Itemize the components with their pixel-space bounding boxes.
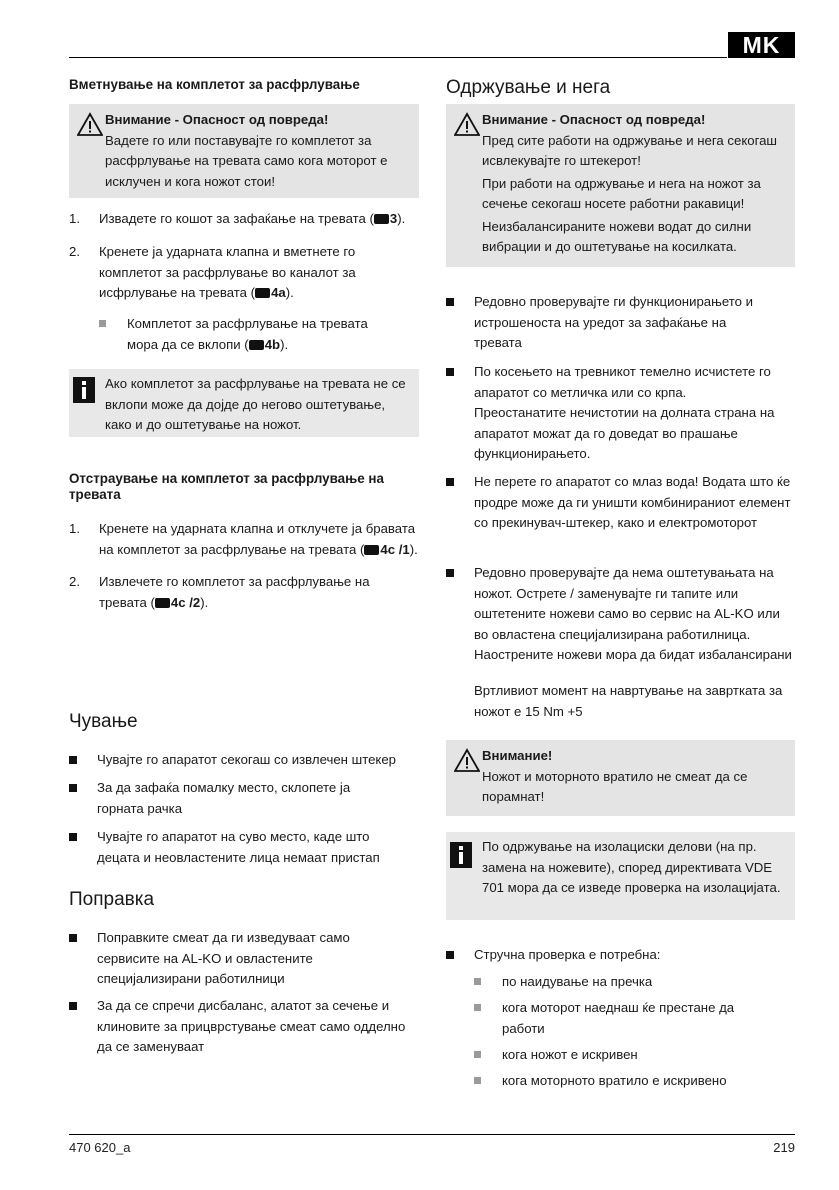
sub-item xyxy=(474,1071,774,1092)
warning-title: Внимание! xyxy=(482,748,553,763)
step-text-end: ). xyxy=(200,594,209,610)
section-title-insert: Вметнување на комплетот за расфрлување xyxy=(69,77,360,92)
list-text: Редовно проверувајте ги функционирањето и истрошеноста на уредот за зафаќање на тревата xyxy=(474,294,753,350)
warning-title: Внимание - Опасност од повреда! xyxy=(482,112,706,127)
list-text: Чувајте го апаратот на суво место, каде што децата и неовластените лица немаат пристап xyxy=(97,829,380,865)
list-text: Редовно проверувајте да нема оштетувањата на ножот. Острете / заменувајте ги тапите или оштетените ножеви само во сервис на AL-KO или во овластена специјализирана работилница. Наострените ножеви мора да бидат избалансирани xyxy=(474,565,792,662)
info-text: Ако комплетот за расфрлување на тревата не се вклопи може да дојде до негово оштетување, како и до оштетување на ножот. xyxy=(105,376,406,432)
info-box xyxy=(446,832,795,920)
step-text-end: ). xyxy=(285,285,294,300)
camera-icon xyxy=(255,288,270,298)
bullet-icon xyxy=(474,1077,481,1084)
list-item xyxy=(446,472,795,534)
step-text-end: ). xyxy=(409,541,418,557)
sub-text: кога моторот наеднаш ќе престане да работи xyxy=(502,1000,735,1036)
step-text-end: ). xyxy=(397,211,406,226)
sub-item xyxy=(474,1045,774,1066)
bullet-icon xyxy=(474,1004,481,1011)
warning-box xyxy=(446,104,795,267)
list-text: За да се спречи дисбаланс, алатот за сечење и клиновите за прицврстување смеат само одделно да се заменуваат xyxy=(97,998,406,1054)
page-number: 219 xyxy=(773,1140,795,1155)
sub-item xyxy=(99,314,399,355)
list-text: За да зафаќа помалку место, склопете ја горната рачка xyxy=(97,780,351,816)
list-item xyxy=(69,996,409,1058)
section-title-remove: Отстраување на комплетот за расфрлување на тревата xyxy=(69,471,384,502)
list-item xyxy=(69,750,414,771)
warning-text: Ножот и моторното вратило не смеат да се порамнат! xyxy=(482,768,748,804)
step-number: 1. xyxy=(69,521,80,536)
bullet-icon xyxy=(446,478,454,486)
list-item xyxy=(69,778,389,819)
sub-text: по наидување на пречка xyxy=(502,974,653,989)
warning-title: Внимание - Опасност од повреда! xyxy=(105,112,329,127)
list-item xyxy=(446,563,795,666)
sub-text: Комплетот за расфрлување на тревата мора да се вклопи ( xyxy=(127,316,368,352)
info-text: По одржување на изолациски делови (на пр. замена на ножевите), според директивата VDE 701 мора да се изведе проверка на изолацијата. xyxy=(482,839,781,895)
warning-text: Вадете го или поставувајте го комплетот за расфрлување на тревата само кога моторот е исклучен и кога ножот стои! xyxy=(105,132,388,189)
info-box xyxy=(69,369,419,437)
footer-rule xyxy=(69,1134,795,1135)
list-item xyxy=(69,928,369,990)
bullet-icon xyxy=(474,1051,481,1058)
figure-ref: 4c /2 xyxy=(170,594,201,610)
figure-ref: 4c /1 xyxy=(380,541,410,557)
step-item xyxy=(69,242,399,304)
step-text: Кренете ја ударната клапна и вметнете го комплетот за расфрлување во каналот за исфрлување на тревата ( xyxy=(99,244,356,300)
camera-icon xyxy=(155,598,170,608)
step-text: Извлечете го комплетот за расфрлување на тревата ( xyxy=(99,574,370,610)
torque-note: Вртливиот момент на навртување на завртката за ножот е 15 Nm +5 xyxy=(474,683,783,719)
camera-icon xyxy=(364,545,379,555)
bullet-icon xyxy=(446,298,454,306)
section-title-maintenance: Одржување и нега xyxy=(446,77,611,98)
warning-icon xyxy=(77,112,103,136)
sub-text: кога ножот е искривен xyxy=(502,1047,638,1062)
bullet-icon xyxy=(446,368,454,376)
warning-icon xyxy=(454,112,480,136)
bullet-icon xyxy=(69,934,77,942)
list-text: Чувајте го апаратот секогаш со извлечен штекер xyxy=(97,752,397,767)
info-icon xyxy=(73,377,95,403)
bullet-icon xyxy=(99,320,106,327)
bullet-icon xyxy=(474,978,481,985)
bullet-icon xyxy=(446,569,454,577)
list-item xyxy=(446,292,776,354)
figure-ref: 3 xyxy=(389,211,398,226)
step-number: 2. xyxy=(69,244,80,259)
sub-text: кога моторното вратило е искривено xyxy=(502,1073,727,1088)
list-text: Стручна проверка е потребна: xyxy=(474,947,661,962)
camera-icon xyxy=(374,214,389,224)
sub-text-end: ). xyxy=(280,336,289,352)
warning-text: Пред сите работи на одржување и нега секогаш исвлекувајте го штекерот! xyxy=(482,132,778,168)
list-text: По косењето на тревникот темелно исчистете го апаратот со метличка или со крпа. Преостанатите нечистотии на долната страна на апаратот можат да го доведат во прашање функционирањето. xyxy=(474,364,775,461)
section-title-storage: Чување xyxy=(69,711,138,732)
info-icon xyxy=(450,842,472,868)
list-item xyxy=(446,945,776,966)
warning-box xyxy=(446,740,795,816)
list-item xyxy=(446,362,781,465)
step-item xyxy=(69,572,399,613)
bullet-icon xyxy=(69,1002,77,1010)
document-code: 470 620_a xyxy=(69,1140,131,1155)
figure-ref: 4a xyxy=(271,285,286,300)
header-rule xyxy=(69,57,727,58)
step-number: 1. xyxy=(69,211,80,226)
figure-ref: 4b xyxy=(264,336,281,352)
step-item xyxy=(69,209,419,230)
bullet-icon xyxy=(69,756,77,764)
language-badge: MK xyxy=(728,32,795,58)
list-text: Не перете го апаратот со млаз вода! Водата што ќе продре може да ги уништи комбинираниот елемент со прекинувач-штекер, како и електромоторот xyxy=(474,474,791,530)
bullet-icon xyxy=(446,951,454,959)
warning-text: При работи на одржување и нега на ножот за сечење секогаш носете работни ракавици! xyxy=(482,175,761,211)
step-text: Извадете го кошот за зафаќање на тревата ( xyxy=(99,211,374,226)
warning-box xyxy=(69,104,419,198)
step-text: Кренете на ударната клапна и отклучете ја бравата на комплетот за расфрлување на тревата ( xyxy=(99,521,416,557)
step-number: 2. xyxy=(69,574,80,589)
bullet-icon xyxy=(69,784,77,792)
warning-icon xyxy=(454,748,480,772)
bullet-icon xyxy=(69,833,77,841)
camera-icon xyxy=(249,340,264,350)
section-title-repair: Поправка xyxy=(69,889,155,910)
list-text: Поправките смеат да ги изведуваат само сервисите на AL-KO и овластените специјализирани работилници xyxy=(97,930,350,986)
sub-item xyxy=(474,998,774,1039)
sub-item xyxy=(474,972,774,993)
step-item xyxy=(69,519,419,560)
list-item xyxy=(69,827,414,868)
warning-text: Неизбалансираните ножеви водат до силни вибрации и до оштетување на косилката. xyxy=(482,218,752,254)
